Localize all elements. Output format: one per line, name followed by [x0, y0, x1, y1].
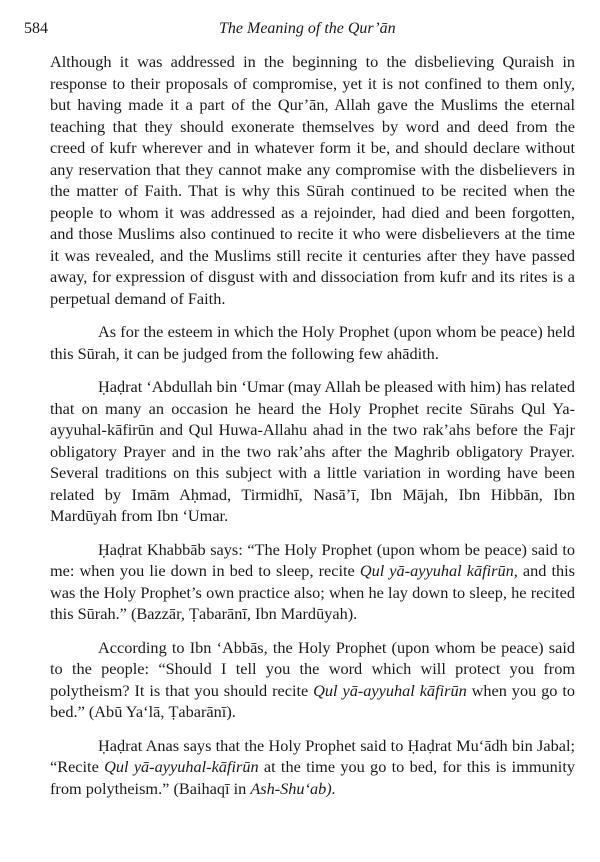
paragraph-4 — [50, 539, 575, 625]
paragraph-3: Ḥaḍrat ‘Abdullah bin ‘Umar (may Allah be pleased with him) has related that on many an occasion he heard the Holy Prophet recite Sūrahs Qul Ya-ayyuhal-kāfirūn and Qul Huwa-Allahu ahad in the two rak’ahs before the Fajr obligatory Prayer and in the two rak’ahs after the Maghrib obligatory Prayer. Several traditions on this subject with a little variation in wording have been related by Imām Aḥmad, Tirmidhī, Nasā’ī, Ibn Mājah, Ibn Hibbān, Ibn Mardūyah from Ibn ‘Umar. — [50, 377, 575, 525]
paragraph-1: Although it was addressed in the beginning to the disbelieving Quraish in response to their proposals of compromise, yet it is not confined to them only, but having made it a part of the Qur’ān, Allah gave the Muslims the eternal teaching that they should exonerate themselves by word and deed from the creed of kufr wherever and in whatever form it be, and should declare without any reservation that they cannot make any compromise with the disbelievers in the matter of Faith. That is why this Sūrah continued to be recited when the people to whom it was addressed as a rejoinder, had died and been forgotten, and those Muslims also continued to recite it who were disbelievers at the time it was revealed, and the Muslims still recite it centuries after they have passed away, for expression of disgust with and dissociation from kufr and its rites is a perpetual demand of Faith. — [50, 52, 575, 308]
paragraph-6-text-1: Ḥaḍrat Anas says that the Holy Prophet said to Ḥaḍrat Mu‘ādh bin Jabal; “Recite — [50, 735, 575, 776]
paragraph-6-italic-2: Ash-Shu‘ab). — [250, 778, 336, 798]
paragraph-4-text-2: and this was the Holy Prophet’s own practice also; when he lay down to sleep, he recited this Sūrah.” (Bazzār, Ṭabarānī, Ibn Mardūyah). — [50, 561, 576, 623]
paragraph-6-text-2: at the time you go to bed, for this is immunity from polytheism.” (Baihaqī in — [50, 757, 575, 798]
paragraph-5-text-1: According to Ibn ‘Abbās, the Holy Prophet (upon whom be peace) said to the people: “Should I tell you the word which will protect you from polytheism? It is that you should recite — [50, 637, 575, 700]
running-title: The Meaning of the Qur’ān — [219, 20, 396, 37]
body-text — [50, 51, 575, 799]
paragraph-4-text-1: Ḥaḍrat Khabbāb says: “The Holy Prophet (upon whom be peace) said to me: when you lie down in bed to sleep, recite — [50, 539, 575, 580]
page-header — [24, 20, 584, 44]
paragraph-6-italic-1: Qul yā-ayyuhal-kāfirūn — [104, 757, 259, 776]
page-number: 584 — [24, 20, 48, 37]
paragraph-2: As for the esteem in which the Holy Prophet (upon whom be peace) held this Sūrah, it can be judged from the following few ahādith. — [50, 322, 575, 363]
paragraph-4-italic-1: Qul yā-ayyuhal kāfirūn, — [359, 561, 518, 580]
paragraph-5-italic-1: Qul yā-ayyuhal kāfirūn — [313, 680, 467, 700]
paragraph-6 — [50, 735, 575, 800]
paragraph-5 — [50, 637, 575, 723]
paragraph-5-text-2: when you go to bed.” (Abū Ya‘lā, Ṭabarānī). — [50, 680, 575, 721]
